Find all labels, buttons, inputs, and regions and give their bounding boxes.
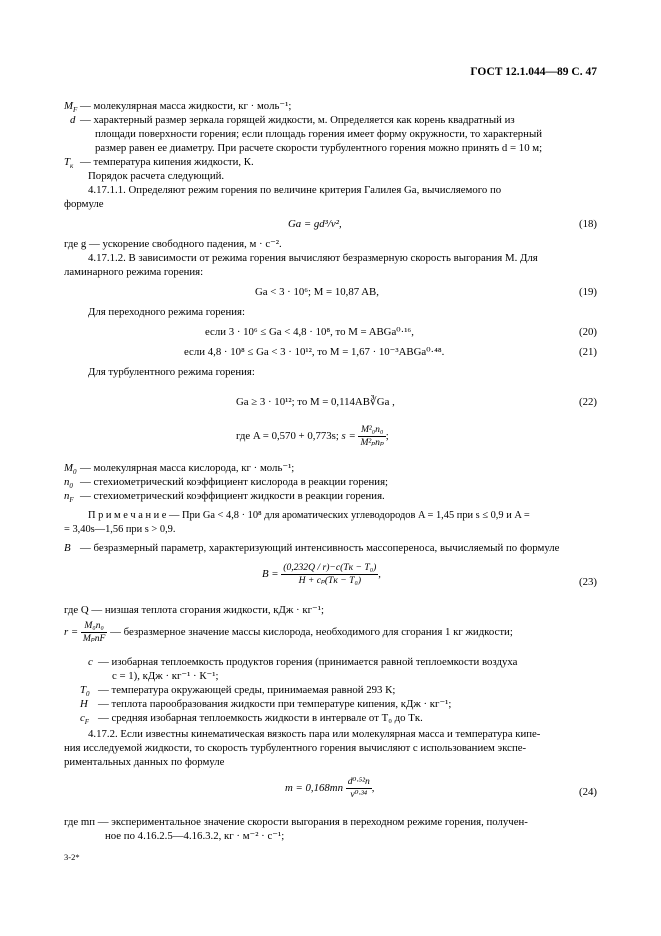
equation-23 xyxy=(262,562,381,587)
s-suffix: ; xyxy=(385,429,389,442)
paragraph-4-17-1-2-a: 4.17.1.2. В зависимости от режима горения вычисляют безразмерную скорость выгорания M. Для xyxy=(88,252,538,264)
s-lhs: s = xyxy=(341,429,356,442)
def-q: где Q — низшая теплота сгорания жидкости, кДж · кг⁻¹; xyxy=(64,604,324,616)
r-text: — безразмерное значение массы кислорода, необходимого для сгорания 1 кг жидкости; xyxy=(110,625,513,638)
b-numerator: (0,232Q / r)−c(Tк − T₀) xyxy=(283,562,377,573)
symbol-m0: $M_0$ xyxy=(64,462,77,477)
s-numerator: M²₀n₀ xyxy=(358,424,385,437)
equation-23-number: (23) xyxy=(579,576,597,588)
b-denominator: H + cₚ(Tк − T₀) xyxy=(298,574,362,586)
def-mf: — молекулярная масса жидкости, кг · моль⁻¹; xyxy=(80,100,292,112)
b-fraction xyxy=(281,562,378,587)
symbol-t0: $T_0$ xyxy=(80,684,90,699)
def-t0: — температура окружающей среды, принимаемая равной 293 К; xyxy=(98,684,396,696)
paragraph-4-17-1-1-a: 4.17.1.1. Определяют режим горения по величине критерия Галилея Ga, вычисляемого по xyxy=(88,184,502,196)
r-numerator: M₀n₀ xyxy=(81,620,108,633)
m-tail: , xyxy=(371,781,375,794)
equation-24 xyxy=(285,776,374,801)
paragraph-order: Порядок расчета следующий. xyxy=(88,170,225,182)
symbol-c: c xyxy=(88,656,93,668)
def-nf: — стехиометрический коэффициент жидкости в реакции горения. xyxy=(80,490,385,502)
paragraph-g: где g — ускорение свободного падения, м · с⁻². xyxy=(64,238,282,250)
r-fraction xyxy=(81,620,108,645)
m-lhs: m = 0,168mп xyxy=(285,781,343,794)
paragraph-turbulent: Для турбулентного режима горения: xyxy=(88,366,255,378)
note-line-1: П р и м е ч а н и е — При Ga < 4,8 · 10⁸ для ароматических углеводородов A = 1,45 при s ≤ 0,9 и A = xyxy=(88,510,530,521)
equation-20: если 3 · 10⁶ ≤ Ga < 4,8 · 10⁸, то M = ABGa⁰·¹⁶, xyxy=(205,326,414,338)
b-lhs: B = xyxy=(262,567,279,580)
equation-19: Ga < 3 · 10⁶; M = 10,87 AB, xyxy=(255,286,379,298)
def-m-2: ное по 4.16.2.5—4.16.3.2, кг · м⁻² · с⁻¹; xyxy=(105,830,285,842)
where-a-text: где A = 0,570 + 0,773s; xyxy=(236,429,339,442)
symbol-b: B xyxy=(64,542,71,554)
s-fraction xyxy=(358,424,385,449)
paragraph-4-17-1-2-b: ламинарного режима горения: xyxy=(64,266,204,278)
def-r xyxy=(64,620,513,645)
def-m0: — молекулярная масса кислорода, кг · моль⁻¹; xyxy=(80,462,295,474)
paragraph-4-17-2-b: ния исследуемой жидкости, то скорость турбулентного горения вычисляют с использованием экспе- xyxy=(64,742,527,754)
symbol-d: d xyxy=(70,114,76,126)
symbol-tk: $T_к$ xyxy=(64,156,74,171)
m-denominator: ν⁰·³⁴ xyxy=(350,788,368,800)
page-footer: 3-2* xyxy=(64,852,80,862)
equation-21: если 4,8 · 10⁸ ≤ Ga < 3 · 10¹², то M = 1,67 · 10⁻³ABGa⁰·⁴⁸. xyxy=(184,346,445,358)
def-d-3: размер равен ее диаметру. При расчете скорости турбулентного горения можно принять d = 10 м; xyxy=(95,142,543,154)
def-n0: — стехиометрический коэффициент кислорода в реакции горения; xyxy=(80,476,389,488)
equation-22-where xyxy=(236,424,389,449)
def-h: — теплота парообразования жидкости при температуре кипения, кДж · кг⁻¹; xyxy=(98,698,452,710)
def-b: — безразмерный параметр, характеризующий интенсивность массопереноса, вычисляемый по формуле xyxy=(80,542,560,554)
b-tail: , xyxy=(378,567,381,580)
def-m-1: где mп — экспериментальное значение скорости выгорания в переходном режиме горения, получен- xyxy=(64,816,528,828)
m-fraction xyxy=(346,776,372,801)
paragraph-4-17-2-a: 4.17.2. Если известны кинематическая вязкость пара или молекулярная масса и температура кипе- xyxy=(88,728,541,740)
s-denominator: M²ₚnₚ xyxy=(360,436,384,448)
r-lhs: r = xyxy=(64,625,79,638)
equation-24-number: (24) xyxy=(579,786,597,798)
note-line-2: = 3,40s—1,56 при s > 0,9. xyxy=(64,524,176,535)
r-denominator: MₚnF xyxy=(82,632,106,644)
equation-22: Ga ≥ 3 · 10¹²; то M = 0,114AB∛Ga , xyxy=(236,396,395,408)
page-header: ГОСТ 12.1.044—89 С. 47 xyxy=(470,66,597,78)
symbol-cf: $c_F$ xyxy=(80,712,90,727)
def-d-2: площади поверхности горения; если площадь горения имеет форму окружности, то характерный xyxy=(95,128,542,140)
symbol-mf: $M_F$ xyxy=(64,100,78,115)
equation-21-number: (21) xyxy=(579,346,597,358)
def-tk: — температура кипения жидкости, К. xyxy=(80,156,254,168)
m-numerator: d⁰·⁵²п xyxy=(347,776,370,787)
def-d-1: — характерный размер зеркала горящей жидкости, м. Определяется как корень квадратный из xyxy=(80,114,515,126)
def-cf: — средняя изобарная теплоемкость жидкости в интервале от T₀ до Tк. xyxy=(98,712,423,724)
equation-19-number: (19) xyxy=(579,286,597,298)
symbol-h: H xyxy=(80,698,88,710)
equation-18-number: (18) xyxy=(579,218,597,230)
paragraph-transition: Для переходного режима горения: xyxy=(88,306,245,318)
equation-22-number: (22) xyxy=(579,396,597,408)
symbol-nf: $n_F$ xyxy=(64,490,74,505)
paragraph-4-17-2-c: риментальных данных по формуле xyxy=(64,756,225,768)
equation-18: Ga = gd³/ν², xyxy=(288,218,342,230)
def-c-1: — изобарная теплоемкость продуктов горения (принимается равной теплоемкости воздуха xyxy=(98,656,518,668)
paragraph-4-17-1-1-b: формуле xyxy=(64,198,104,210)
symbol-n0: $n_0$ xyxy=(64,476,73,491)
equation-20-number: (20) xyxy=(579,326,597,338)
def-c-2: c = 1), кДж · кг⁻¹ · К⁻¹; xyxy=(112,670,219,682)
